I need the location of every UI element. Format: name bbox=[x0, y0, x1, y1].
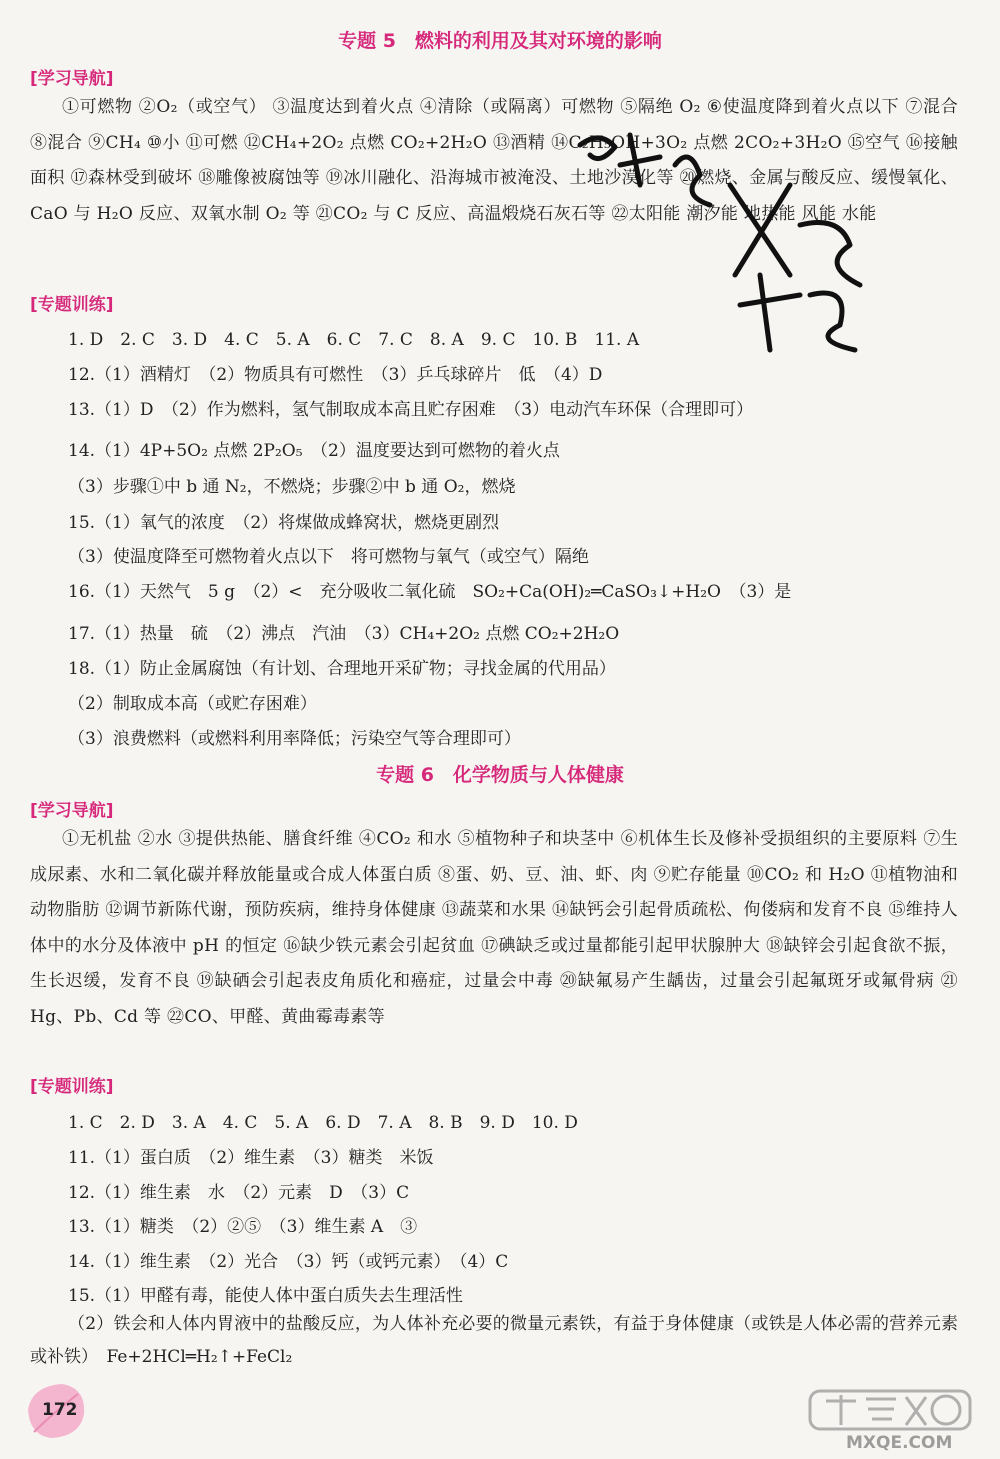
topic5-title: 专题 5 燃料的利用及其对环境的影响 bbox=[338, 30, 662, 52]
handwritten-scribble bbox=[560, 125, 880, 365]
topic6-answer-11: 11.（1）蛋白质 （2）维生素 （3）糖类 米饭 bbox=[68, 1148, 434, 1168]
site-watermark bbox=[806, 1385, 976, 1455]
topic5-answer-16: 16.（1）天然气 5 g （2）< 充分吸收二氧化硫 SO₂+Ca(OH)₂═CaSO₃↓+H₂O （3）是 bbox=[68, 582, 792, 602]
topic5-answer-18: 18.（1）防止金属腐蚀（有计划、合理地开采矿物；寻找金属的代用品） bbox=[68, 659, 616, 679]
topic5-answer-17: 17.（1）热量 硫 （2）沸点 汽油 （3）CH₄+2O₂ 点燃 CO₂+2H₂O bbox=[68, 624, 620, 644]
page-number-badge bbox=[22, 1380, 90, 1442]
topic6-answer-13: 13.（1）糖类 （2）②⑤ （3）维生素 A ③ bbox=[68, 1217, 418, 1237]
topic5-nav-label: [学习导航] bbox=[30, 69, 114, 89]
watermark-logo-icon bbox=[806, 1385, 976, 1433]
page-number: 172 bbox=[42, 1400, 78, 1420]
topic5-answer-14-3: （3）步骤①中 b 通 N₂，不燃烧；步骤②中 b 通 O₂，燃烧 bbox=[68, 477, 516, 497]
topic6-train-label: [专题训练] bbox=[30, 1077, 114, 1097]
topic5-answer-18-2: （2）制取成本高（或贮存困难） bbox=[68, 694, 317, 714]
topic6-answer-15: 15.（1）甲醛有毒，能使人体中蛋白质失去生理活性 bbox=[68, 1286, 463, 1306]
watermark-site: MXQE.COM bbox=[846, 1433, 953, 1453]
topic6-answer-12: 12.（1）维生素 水 （2）元素 D （3）C bbox=[68, 1183, 410, 1203]
topic5-answer-1: 1. D 2. C 3. D 4. C 5. A 6. C 7. C 8. A 9. C 10. B 11. A bbox=[68, 330, 640, 350]
topic6-title: 专题 6 化学物质与人体健康 bbox=[376, 764, 624, 786]
topic6-answer-1: 1. C 2. D 3. A 4. C 5. A 6. D 7. A 8. B 9. D 10. D bbox=[68, 1113, 578, 1133]
topic5-answer-15-3: （3）使温度降至可燃物着火点以下 将可燃物与氧气（或空气）隔绝 bbox=[68, 547, 589, 567]
topic5-answer-13: 13.（1）D （2）作为燃料，氢气制取成本高且贮存困难 （3）电动汽车环保（合理即可） bbox=[68, 400, 754, 420]
topic5-answer-15: 15.（1）氧气的浓度 （2）将煤做成蜂窝状，燃烧更剧烈 bbox=[68, 513, 500, 533]
topic6-nav-text: ①无机盐 ②水 ③提供热能、膳食纤维 ④CO₂ 和水 ⑤植物种子和块茎中 ⑥机体生长及修补受损组织的主要原料 ⑦生成尿素、水和二氧化碳并释放能量或合成人体蛋白质 ⑧蛋、奶、豆、油、虾、肉 ⑨贮存能量 ⑩CO₂ 和 H₂O ⑪植物油和动物脂肪 ⑫调节新陈代谢，预防疾病，维持身体健康 ⑬蔬菜和水果 ⑭缺钙会引起骨质疏松、佝偻病和发育不良 ⑮维持人体中的水分及体液中 pH 的恒定 ⑯缺少铁元素会引起贫血 ⑰碘缺乏或过量都能引起甲状腺肿大 ⑱缺锌会引起食欲不振，生长迟缓，发育不良 ⑲缺硒会引起表皮角质化和癌症，过量会中毒 ⑳缺氟易产生龋齿，过量会引起氟斑牙或氟骨病 ㉑Hg、Pb、Cd 等 ㉒CO、甲醛、黄曲霉毒素等 bbox=[30, 829, 958, 1027]
topic6-answer-14: 14.（1）维生素 （2）光合 （3）钙（或钙元素） （4）C bbox=[68, 1252, 509, 1272]
topic5-answer-12: 12.（1）酒精灯 （2）物质具有可燃性 （3）乒乓球碎片 低 （4）D bbox=[68, 365, 603, 385]
topic5-answer-14: 14.（1）4P+5O₂ 点燃 2P₂O₅ （2）温度要达到可燃物的着火点 bbox=[68, 441, 560, 461]
topic6-nav-label: [学习导航] bbox=[30, 801, 114, 821]
topic5-train-label: [专题训练] bbox=[30, 295, 114, 315]
topic6-answer-15-2: （2）铁会和人体内胃液中的盐酸反应，为人体补充必要的微量元素铁，有益于身体健康（或铁是人体必需的营养元素或补铁） Fe+2HCl═H₂↑+FeCl₂ bbox=[30, 1314, 958, 1367]
topic5-answer-18-3: （3）浪费燃料（或燃料利用率降低；污染空气等合理即可） bbox=[68, 729, 521, 749]
topic5-nav-text: ①可燃物 ②O₂（或空气） ③温度达到着火点 ④清除（或隔离）可燃物 ⑤隔绝 O₂ ⑥使温度降到着火点以下 ⑦混合 ⑧混合 ⑨CH₄ ⑩小 ⑪可燃 ⑫CH₄+2O₂ 点燃 CO₂+2H₂O ⑬酒精 ⑭C₂H₅OH+3O₂ 点燃 2CO₂+3H₂O ⑮空气 ⑯接触面积 ⑰森林受到破坏 ⑱雕像被腐蚀等 ⑲冰川融化、沿海城市被淹没、土地沙漠化等 ⑳燃烧、金属与酸反应、缓慢氧化、CaO 与 H₂O 反应、双氧水制 O₂ 等 ㉑CO₂ 与 C 反应、高温煅烧石灰石等 ㉒太阳能 潮汐能 地热能 风能 水能 bbox=[30, 97, 958, 224]
